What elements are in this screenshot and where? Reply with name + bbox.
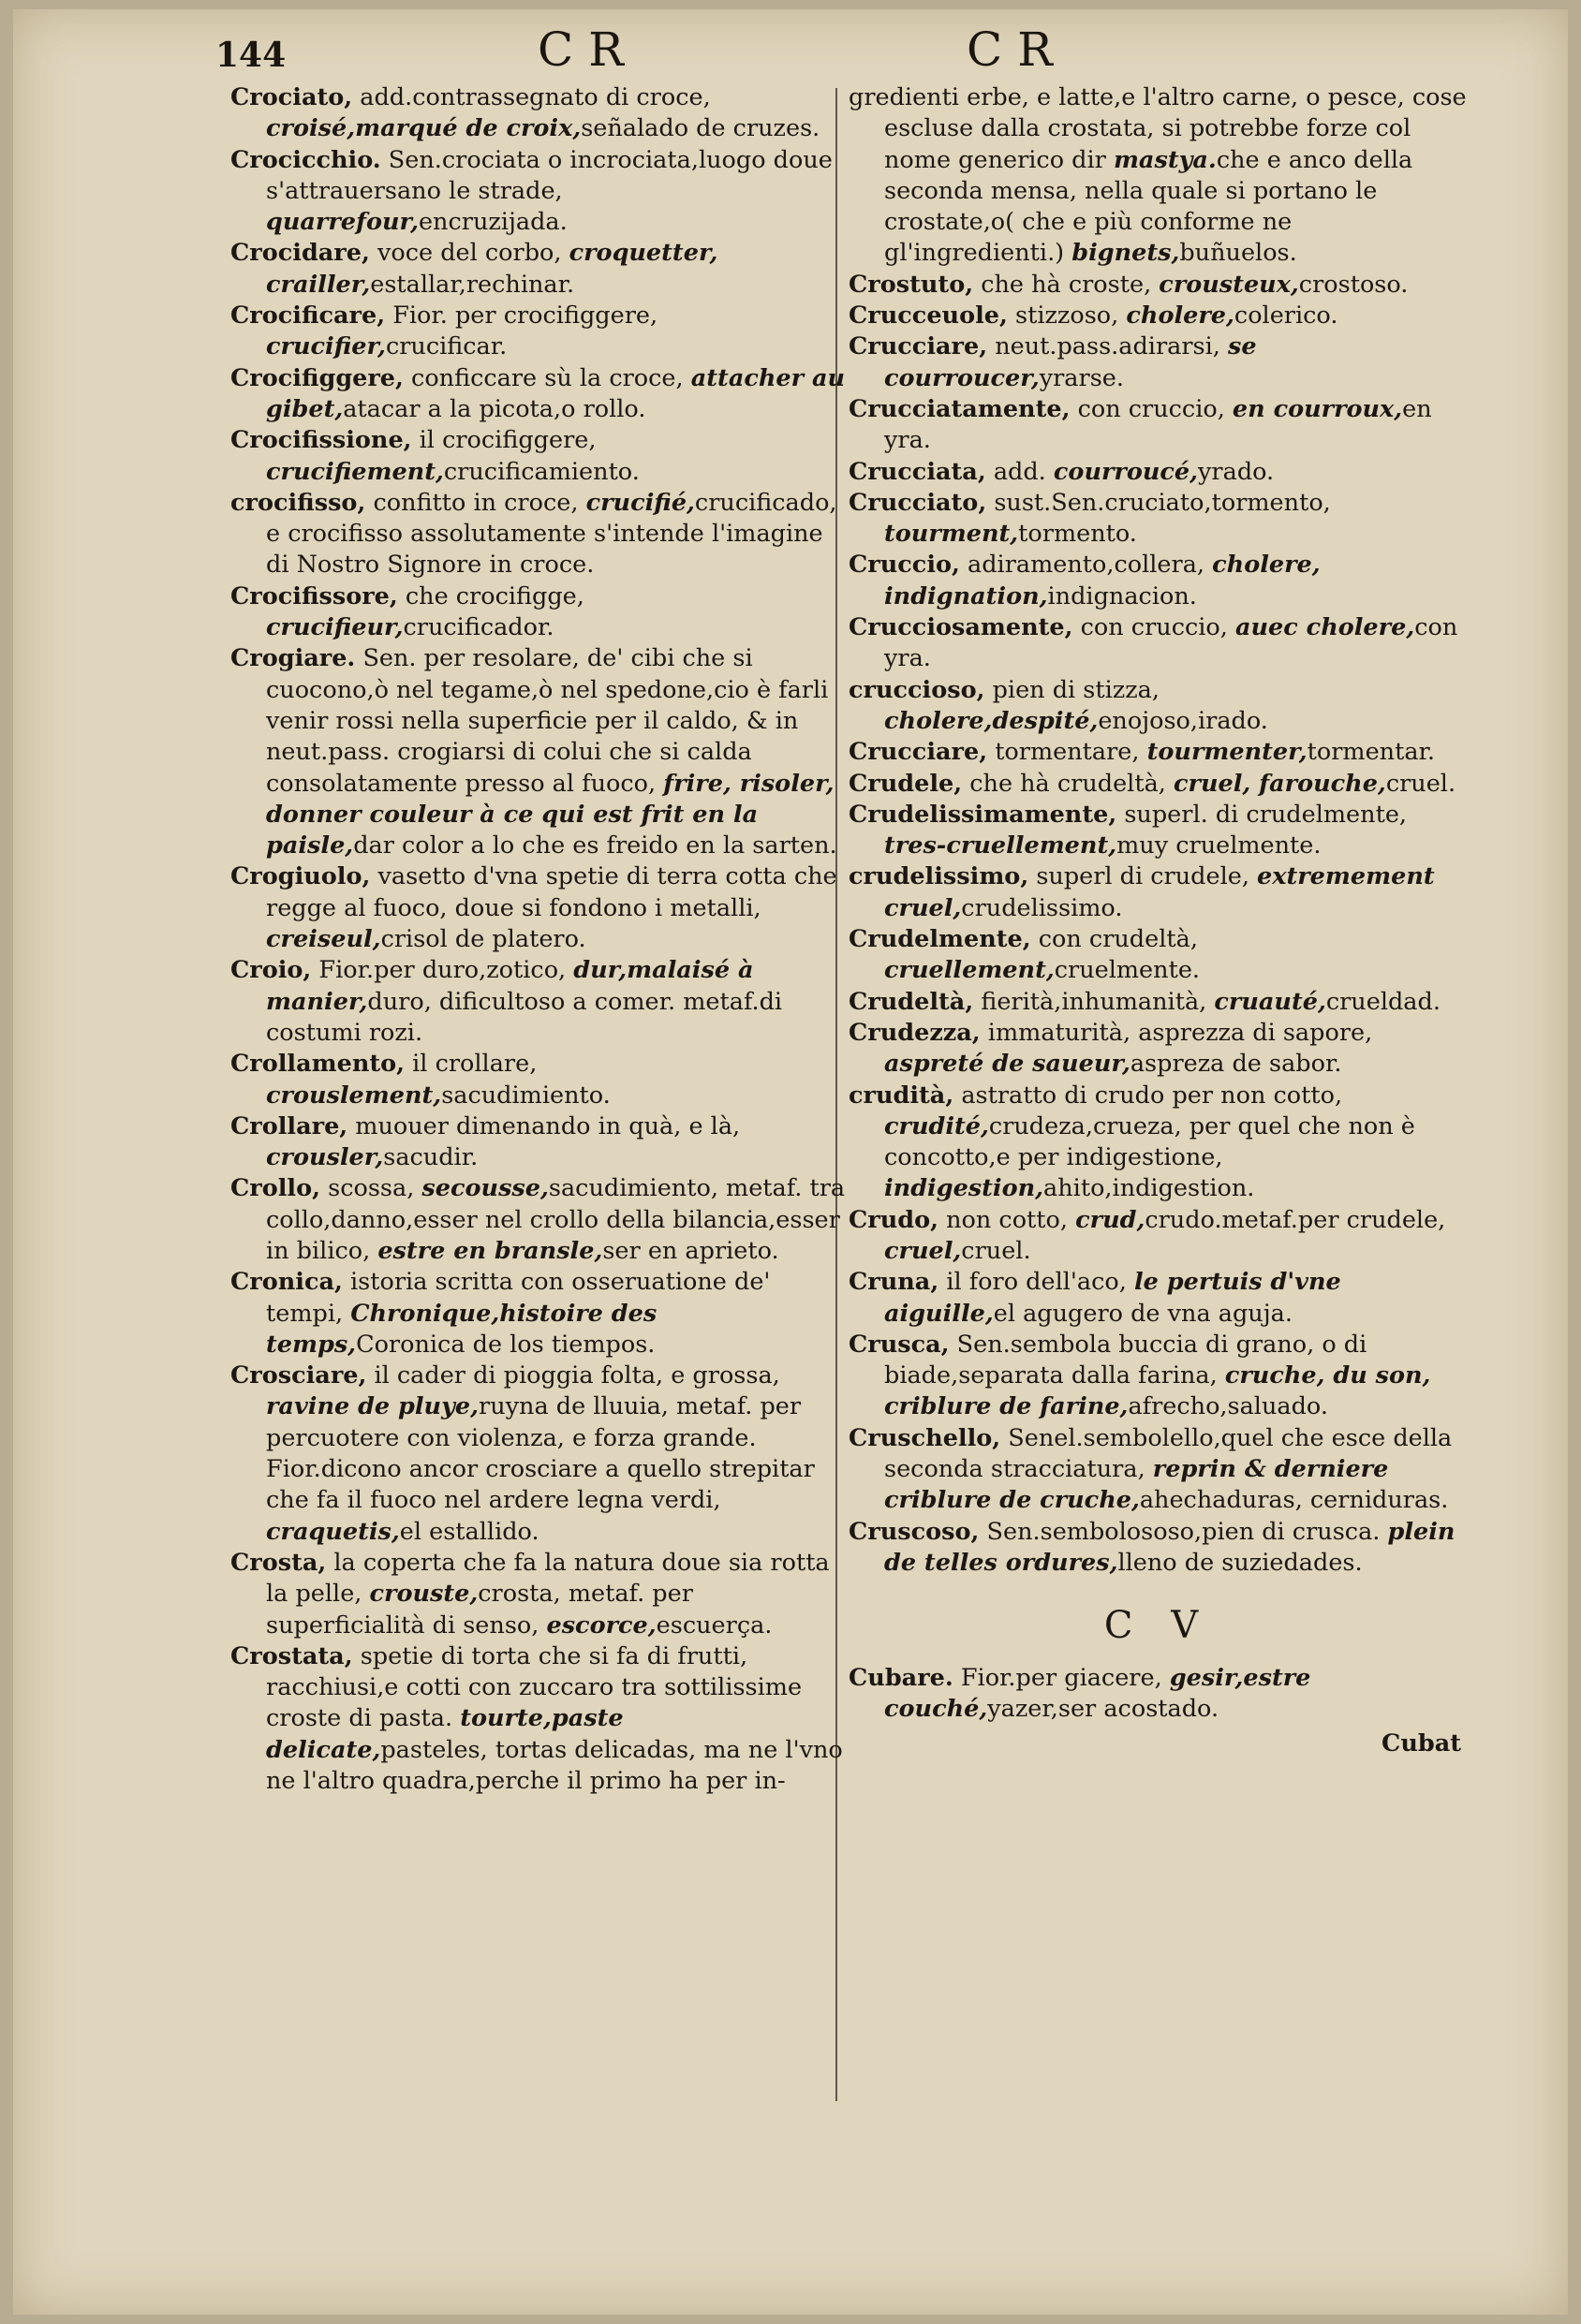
page-number: 144 <box>215 36 287 75</box>
spanish-gloss: crudelissimo. <box>961 893 1123 922</box>
headword: Crudele, <box>849 769 963 798</box>
headword: Crocifissione, <box>230 426 412 455</box>
dictionary-entry <box>849 675 1467 738</box>
definition: muouer dimenando in quà, e là, <box>355 1111 741 1140</box>
dictionary-entry <box>230 1267 849 1361</box>
definition: tormentare, <box>995 738 1140 767</box>
spanish-gloss: sacudimiento. <box>441 1081 611 1110</box>
definition: con cruccio, <box>1077 394 1225 423</box>
headword: Cruccio, <box>849 551 960 580</box>
running-head-right: C R <box>967 22 1053 77</box>
french-gloss: indigestion, <box>884 1174 1044 1203</box>
french-gloss: craquetis, <box>266 1517 400 1546</box>
french-gloss: auec cholere, <box>1234 613 1415 642</box>
french-gloss: en courroux, <box>1232 394 1403 423</box>
headword: Crollamento, <box>230 1050 406 1079</box>
spanish-gloss: crucificador. <box>403 613 554 642</box>
headword: Cruna, <box>849 1268 939 1297</box>
spanish-gloss: muy cruelmente. <box>1116 831 1322 860</box>
spanish-gloss: yrado. <box>1198 457 1275 486</box>
spanish-gloss: cruelmente. <box>1054 956 1201 985</box>
spanish-gloss: tormento. <box>1018 520 1137 549</box>
french-gloss: croisé,marqué de croix, <box>266 114 582 143</box>
spanish-gloss: crosta, metaf. per superficialità di senso, <box>266 1580 693 1640</box>
french-gloss: cholere,despité, <box>884 706 1099 735</box>
definition: vasetto d'vna spetie di terra cotta che regge al fuoco, doue si fondono i metalli, <box>266 862 837 922</box>
definition: add.contrassegnato di croce, <box>360 83 711 111</box>
spanish-gloss: sacudimiento, metaf. tra collo,danno,esser nel crollo della bilancia,esser in bilico, <box>266 1174 846 1265</box>
french-gloss: croquetter, crailler, <box>266 239 718 299</box>
definition: con crudeltà, <box>1038 925 1198 954</box>
spanish-gloss: ahito,indigestion. <box>1043 1174 1255 1203</box>
dictionary-entry <box>230 581 849 644</box>
headword: Crucciare, <box>849 738 988 767</box>
headword: Crocidare, <box>230 239 370 268</box>
dictionary-entry <box>230 1049 849 1111</box>
definition: voce del corbo, <box>377 239 562 268</box>
french-gloss: reprin & derniere criblure de cruche, <box>884 1455 1389 1515</box>
french-gloss: crucifier, <box>266 332 386 361</box>
definition: il crocifiggere, <box>419 426 597 455</box>
definition: confitto in croce, <box>373 488 579 517</box>
headword: Crudeltà, <box>849 987 974 1016</box>
spanish-gloss: estallar,rechinar. <box>370 270 575 299</box>
definition: non cotto, <box>946 1205 1068 1234</box>
headword: Crusca, <box>849 1330 950 1359</box>
definition: Sen.sembolososo,pien di crusca. <box>986 1517 1381 1546</box>
headword: crocifisso, <box>230 488 366 517</box>
spanish-gloss: yazer,ser acostado. <box>987 1694 1219 1723</box>
spanish-gloss: escuerça. <box>656 1611 773 1640</box>
french-gloss: gesir,estre couché, <box>884 1663 1311 1723</box>
headword: Crollo, <box>230 1174 320 1203</box>
dictionary-entry <box>849 1081 1467 1205</box>
french-gloss: cruauté, <box>1214 987 1326 1016</box>
dictionary-entry <box>230 643 849 861</box>
french-gloss: crudité, <box>884 1111 989 1140</box>
french-gloss: secousse, <box>421 1174 549 1203</box>
dictionary-entry <box>230 488 849 581</box>
spanish-gloss: yrarse. <box>1039 363 1124 392</box>
french-gloss: ravine de pluye, <box>266 1392 480 1421</box>
french-gloss: cruel, farouche, <box>1174 769 1386 798</box>
dictionary-entry <box>849 301 1467 331</box>
french-gloss: dur,malaisé à manier, <box>266 956 754 1016</box>
catchword: Cubat <box>1382 1729 1461 1758</box>
french-gloss: plein de telles ordures, <box>884 1517 1455 1577</box>
french-gloss: crucifiement, <box>266 457 444 486</box>
definition: Sen. per resolare, de' cibi che si cuocono,ò nel tegame,ò nel spedone,cio è farli venir rossi nella superficie per il caldo, & in neut.pass. crogiarsi di colui che si calda consolatamente presso al fuoco, <box>266 644 829 798</box>
spanish-gloss: Coronica de los tiempos. <box>356 1330 656 1359</box>
french-gloss: creiseul, <box>266 925 381 954</box>
definition: il foro dell'aco, <box>946 1268 1127 1297</box>
french-gloss: crucifié, <box>585 488 695 517</box>
headword: Crucciosamente, <box>849 613 1073 642</box>
french-gloss: cruche, du son, criblure de farine, <box>884 1361 1431 1421</box>
left-column <box>230 82 849 1797</box>
definition: stizzoso, <box>1015 302 1119 331</box>
headword: Crucciato, <box>849 488 987 517</box>
spanish-gloss: crisol de platero. <box>380 925 586 954</box>
dictionary-entry <box>849 1267 1467 1330</box>
french-gloss: cruel, <box>884 1236 962 1265</box>
spanish-gloss: crucificado, e crocifisso assolutamente s'intende l'imagine di Nostro Signore in croce. <box>266 488 837 580</box>
dictionary-entry <box>849 800 1467 862</box>
dictionary-entry <box>849 1663 1467 1726</box>
spanish-gloss: ahechaduras, cerniduras. <box>1139 1486 1449 1515</box>
spanish-gloss: crudo.metaf.per crudele, <box>1145 1205 1446 1234</box>
dictionary-entry <box>849 737 1467 768</box>
spanish-gloss: el agugero de vna aguja. <box>993 1299 1293 1328</box>
headword: Crocifissore, <box>230 581 398 610</box>
headword: Cruschello, <box>849 1423 1001 1452</box>
dictionary-entry <box>849 82 1467 270</box>
spanish-gloss: enojoso,irado. <box>1098 706 1268 735</box>
dictionary-entry <box>230 1111 849 1174</box>
headword: Crudelissimamente, <box>849 800 1117 829</box>
dictionary-entry <box>849 1018 1467 1081</box>
headword: crudità, <box>849 1081 954 1110</box>
definition: scossa, <box>328 1174 415 1203</box>
spanish-gloss: atacar a la picota,o rollo. <box>343 394 646 423</box>
dictionary-entry <box>849 987 1467 1018</box>
definition: che hà crudeltà, <box>969 769 1166 798</box>
running-head-left: C R <box>538 22 624 77</box>
headword: Crucciare, <box>849 332 988 361</box>
spanish-gloss: crucificamiento. <box>443 457 640 486</box>
definition: Fior.per duro,zotico, <box>318 956 567 985</box>
definition: fierità,inhumanità, <box>981 987 1207 1016</box>
definition: la coperta che fa la natura doue sia rotta la pelle, <box>266 1548 830 1609</box>
definition: superl di crudele, <box>1036 862 1249 891</box>
spanish-gloss: crostoso. <box>1298 270 1409 299</box>
definition: superl. di crudelmente, <box>1124 800 1408 829</box>
headword: Crociato, <box>230 83 353 111</box>
definition: istoria scritta con osseruatione de' tempi, <box>266 1268 771 1328</box>
french-gloss: bignets, <box>1071 239 1180 268</box>
right-column <box>849 82 1467 1759</box>
definition: adiramento,collera, <box>968 551 1205 580</box>
french-gloss: crousler, <box>266 1143 384 1172</box>
headword: Crudelmente, <box>849 925 1031 954</box>
headword: Crosciare, <box>230 1361 367 1390</box>
dictionary-entry <box>230 301 849 363</box>
dictionary-entry <box>849 394 1467 457</box>
headword: Cronica, <box>230 1268 343 1297</box>
headword: Crudezza, <box>849 1018 981 1047</box>
dictionary-entry <box>849 1517 1467 1580</box>
spanish-gloss: crucificar. <box>385 332 508 361</box>
french-gloss: crousteux, <box>1159 270 1299 299</box>
definition: neut.pass.adirarsi, <box>995 332 1220 361</box>
headword: Crocificare, <box>230 302 386 331</box>
headword: Cubare. <box>849 1663 953 1692</box>
spanish-gloss: ruyna de lluuia, metaf. per percuotere con violenza, e forza grande. Fior.dicono ancor crosciare a quello strepitar che fa il fuoco nel ardere legna verdi, <box>266 1392 815 1515</box>
headword: Crucciata, <box>849 457 986 486</box>
spanish-gloss: cruel. <box>1385 769 1456 798</box>
spanish-gloss: con yra. <box>884 613 1458 673</box>
page-header <box>13 22 1568 88</box>
headword: Crosta, <box>230 1548 327 1577</box>
french-gloss: cholere, <box>1126 302 1234 331</box>
french-gloss: crucifieur, <box>266 613 404 642</box>
spanish-gloss: tormentar. <box>1307 738 1436 767</box>
definition: che crocifigge, <box>405 581 584 610</box>
french-gloss: courroucé, <box>1053 457 1199 486</box>
french-gloss: tourment, <box>884 520 1019 549</box>
dictionary-entry <box>230 1548 849 1641</box>
spanish-gloss: en yra. <box>884 394 1432 455</box>
dictionary-entry <box>849 1205 1467 1268</box>
dictionary-entry <box>849 769 1467 800</box>
french-gloss: le pertuis d'vne aiguille, <box>884 1268 1341 1328</box>
spanish-gloss: encruzijada. <box>418 208 568 237</box>
spanish-gloss: crueldad. <box>1325 987 1441 1016</box>
french-gloss: crud, <box>1075 1205 1145 1234</box>
french-gloss: Chronique,histoire des temps, <box>266 1299 658 1359</box>
french-gloss: quarrefour, <box>266 208 419 237</box>
spanish-gloss: crudeza,crueza, per quel che non è concotto,e per indigestione, <box>884 1111 1415 1172</box>
french-gloss: aspreté de saueur, <box>884 1050 1130 1079</box>
headword: cruccioso, <box>849 675 985 704</box>
headword: Crocifiggere, <box>230 363 404 392</box>
definition: Fior. per crocifiggere, <box>392 302 658 331</box>
dictionary-entry <box>849 457 1467 488</box>
french-gloss: crouste, <box>369 1580 479 1609</box>
french-gloss: mastya. <box>1113 145 1217 174</box>
spanish-gloss: lleno de suziedades. <box>1117 1548 1363 1577</box>
spanish-gloss: cruel. <box>961 1236 1031 1265</box>
dictionary-entry <box>230 145 849 239</box>
headword: Crucciatamente, <box>849 394 1071 423</box>
headword: Crostata, <box>230 1641 353 1670</box>
definition: Senel.sembolello,quel che esce della seconda stracciatura, <box>884 1423 1453 1484</box>
definition: add. <box>993 457 1046 486</box>
dictionary-entry <box>230 1173 849 1267</box>
dictionary-entry <box>230 955 849 1049</box>
headword: crudelissimo, <box>849 862 1029 891</box>
headword: Cruscoso, <box>849 1517 980 1546</box>
definition: immaturità, asprezza di sapore, <box>987 1018 1373 1047</box>
french-gloss: cholere, indignation, <box>884 551 1321 610</box>
definition: Fior.per giacere, <box>960 1663 1162 1692</box>
dictionary-entry <box>230 425 849 488</box>
spanish-gloss: ser en aprieto. <box>602 1236 779 1265</box>
dictionary-entry <box>849 488 1467 551</box>
section-heading: C V <box>1103 1604 1212 1648</box>
dictionary-entry <box>849 924 1467 987</box>
dictionary-entry <box>230 1641 849 1797</box>
spanish-gloss: buñuelos. <box>1179 239 1297 268</box>
french-gloss: tourmenter, <box>1146 738 1308 767</box>
dictionary-entry <box>849 1330 1467 1423</box>
french-gloss: crouslement, <box>266 1081 442 1110</box>
definition: conficcare sù la croce, <box>411 363 684 392</box>
definition: con cruccio, <box>1080 613 1228 642</box>
definition: astratto di crudo per non cotto, <box>961 1081 1343 1110</box>
french-gloss: tres-cruellement, <box>884 831 1117 860</box>
spanish-gloss: indignacion. <box>1047 581 1197 610</box>
definition: gredienti erbe, e latte,e l'altro carne, o pesce, cose esclusе dalla crostata, si potrebbe forze col nome generico dir <box>849 83 1467 174</box>
headword: Crollare, <box>230 1111 348 1140</box>
french-gloss: extremement cruel, <box>884 862 1435 922</box>
definition: che hà croste, <box>981 270 1152 299</box>
dictionary-entry <box>230 82 849 145</box>
dictionary-entry <box>849 270 1467 301</box>
dictionary-entry <box>849 331 1467 394</box>
section-entries <box>849 1663 1467 1726</box>
dictionary-entry <box>230 1361 849 1548</box>
dictionary-entry <box>849 861 1467 924</box>
headword: Crudo, <box>849 1205 938 1234</box>
headword: Crucceuole, <box>849 302 1008 331</box>
french-gloss: cruellement, <box>884 956 1055 985</box>
spanish-gloss: pasteles, tortas delicadas, ma ne l'vno ne l'altro quadra,perche il primo ha per in- <box>266 1735 843 1796</box>
headword: Crogiuolo, <box>230 862 371 891</box>
dictionary-entry <box>230 861 849 955</box>
dictionary-entry <box>230 363 849 426</box>
french-gloss: se courroucer, <box>884 332 1257 392</box>
french-gloss: estre en bransle, <box>377 1236 603 1265</box>
spanish-gloss: che e anco della seconda mensa, nella quale si portano le crostate,o( che e più conforme ne gl'ingredienti.) <box>884 145 1413 268</box>
headword: Croio, <box>230 956 312 985</box>
headword: Crogiare. <box>230 644 356 673</box>
dictionary-entry <box>849 1423 1467 1517</box>
spanish-gloss: aspreza de sabor. <box>1130 1050 1342 1079</box>
dictionary-entry <box>230 238 849 301</box>
definition: il crollare, <box>412 1050 538 1079</box>
definition: Sen.crociata o incrociata,luogo doue s'attrauersano le strade, <box>266 145 833 205</box>
right-entries <box>849 82 1467 1579</box>
headword: Crocicchio. <box>230 145 381 174</box>
french-gloss: tourte,paste delicate, <box>266 1704 624 1764</box>
french-gloss: escorce, <box>546 1611 657 1640</box>
french-gloss: attacher au gibet, <box>266 363 846 423</box>
dictionary-page <box>13 9 1568 2315</box>
french-gloss: frire, risoler, donner couleur à ce qui est frit en la paisle, <box>266 769 835 860</box>
spanish-gloss: dar color a lo che es freido en la sarten. <box>353 831 837 860</box>
definition: Sen.sembola buccia di grano, o di biade,separata dalla farina, <box>884 1330 1367 1390</box>
definition: sust.Sen.cruciato,tormento, <box>994 488 1331 517</box>
spanish-gloss: el estallido. <box>399 1517 539 1546</box>
spanish-gloss: colerico. <box>1234 302 1338 331</box>
definition: il cader di pioggia folta, e grossa, <box>374 1361 780 1390</box>
headword: Crostuto, <box>849 270 974 299</box>
dictionary-entry <box>849 612 1467 675</box>
definition: pien di stizza, <box>992 675 1160 704</box>
spanish-gloss: señalado de cruzes. <box>581 114 820 143</box>
spanish-gloss: duro, dificultoso a comer. metaf.di costumi rozi. <box>266 987 783 1047</box>
spanish-gloss: sacudir. <box>383 1143 479 1172</box>
definition: spetie di torta che si fa di frutti, racchiusi,e cotti con zuccaro tra sottilissime croste di pasta. <box>266 1641 803 1733</box>
dictionary-entry <box>849 550 1467 612</box>
spanish-gloss: afrecho,saluado. <box>1128 1392 1328 1421</box>
